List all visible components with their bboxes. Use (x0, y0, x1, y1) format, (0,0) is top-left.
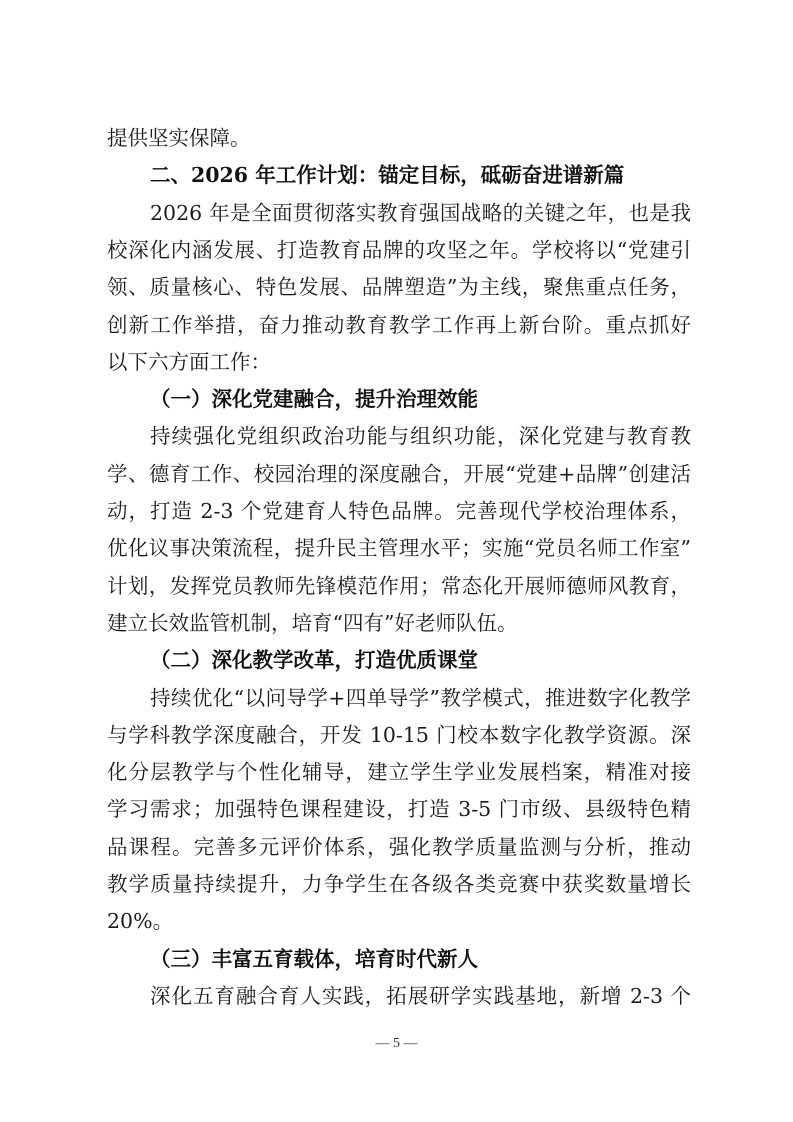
text-line: 以下六方面工作： (107, 349, 271, 374)
text-line: 20%。 (107, 909, 174, 934)
text-line: 创新工作举措，奋力推动教育教学工作再上新台阶。重点抓好 (107, 312, 691, 337)
section-heading: （二）深化教学改革，打造优质课堂 (150, 648, 478, 673)
text-line: 计划，发挥党员教师先锋模范作用；常态化开展师德师风教育， (107, 573, 691, 598)
text-line: 动，打造 2-3 个党建育人特色品牌。完善现代学校治理体系， (107, 499, 691, 523)
page-number: — 5 — (375, 1036, 418, 1051)
text-line: 持续优化“以问导学+四单导学”教学模式，推进数字化教学 (150, 685, 691, 710)
text-line: 学、德育工作、校园治理的深度融合，开展“党建+品牌”创建活 (107, 461, 691, 486)
text-line: 校深化内涵发展、打造教育品牌的攻坚之年。学校将以“党建引 (107, 237, 691, 262)
text-line: 与学科教学深度融合，开发 10-15 门校本数字化教学资源。深 (107, 722, 691, 747)
section-heading: （三）丰富五育载体，培育时代新人 (150, 946, 478, 971)
text-line: 教学质量持续提升，力争学生在各级各类竞赛中获奖数量增长 (107, 872, 691, 896)
text-line: 2026 年是全面贯彻落实教育强国战略的关键之年，也是我 (150, 200, 691, 225)
section-heading: 二、2026 年工作计划：锚定目标，砥砺奋进谱新篇 (150, 163, 625, 188)
text-line: 优化议事决策流程，提升民主管理水平；实施“党员名师工作室” (107, 536, 691, 561)
text-line: 深化五育融合育人实践，拓展研学实践基地，新增 2-3 个 (150, 983, 691, 1008)
section-heading: （一）深化党建融合，提升治理效能 (150, 387, 478, 412)
text-line: 化分层教学与个性化辅导，建立学生学业发展档案，精准对接 (107, 760, 691, 785)
text-line: 品课程。完善多元评价体系，强化教学质量监测与分析，推动 (107, 834, 691, 859)
text-line: 建立长效监管机制，培育“四有”好老师队伍。 (107, 610, 518, 635)
text-line: 领、质量核心、特色发展、品牌塑造”为主线，聚焦重点任务， (107, 275, 691, 300)
text-line: 提供坚实保障。 (107, 126, 251, 150)
text-line: 持续强化党组织政治功能与组织功能，深化党建与教育教 (150, 424, 691, 449)
text-line: 学习需求；加强特色课程建设，打造 3-5 门市级、县级特色精 (107, 797, 691, 822)
